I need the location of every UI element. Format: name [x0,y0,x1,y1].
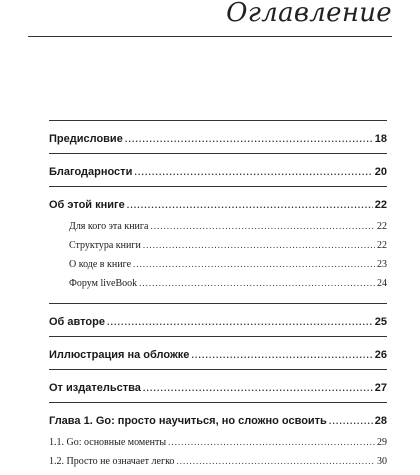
toc-leader-dots [150,221,375,231]
toc-subentry[interactable] [49,240,387,259]
toc-entry-chapter-1[interactable] [49,415,387,431]
toc-subentry-page: 30 [377,456,387,467]
toc-subentry-title: Для кого эта книга [69,221,149,232]
page-title: Оглавление [226,0,392,28]
toc-leader-dots [143,240,375,250]
toc-leader-dots [134,167,372,177]
toc-subentry-title: 1.2. Просто не означает легко [49,456,175,467]
toc-leader-dots [329,416,373,426]
toc-subentry-title: Структура книги [69,240,141,251]
toc-subentry[interactable] [49,278,387,297]
toc-entry-page: 27 [374,382,387,394]
toc-entry-thanks[interactable] [49,166,387,182]
toc-subentry[interactable] [49,259,387,278]
section-divider [49,153,387,154]
toc-leader-dots [139,278,375,288]
toc-leader-dots [191,350,372,360]
header-rule [28,36,392,37]
toc-entry-page: 25 [374,316,387,328]
section-divider [49,303,387,304]
toc-leader-dots [143,383,373,393]
toc-leader-dots [133,259,375,269]
toc-subentry-title: О коде в книге [69,259,132,270]
toc-subentry[interactable] [49,437,387,456]
section-divider [49,369,387,370]
toc-entry-cover[interactable] [49,349,387,365]
toc-entry-page: 22 [374,199,387,211]
toc-subentry-page: 22 [377,240,387,251]
toc-subentry-page: 24 [377,278,387,289]
toc-entry-publisher[interactable] [49,382,387,398]
toc-entry-about-author[interactable] [49,316,387,332]
toc-subentry-page: 23 [377,259,387,270]
toc-entry-title: Предисловие [49,133,123,145]
toc-entry-preface[interactable] [49,133,387,149]
page-header [0,0,420,36]
section-divider [49,186,387,187]
toc-entry-title: Глава 1. Go: просто научиться, но сложно освоить [49,415,327,427]
toc-entry-page: 18 [374,133,387,145]
toc-entry-page: 20 [374,166,387,178]
toc-subentry-page: 22 [377,221,387,232]
toc-subentry-title: Форум liveBook [69,278,138,289]
toc-entry-page: 26 [374,349,387,361]
toc-subentry[interactable] [49,221,387,240]
toc-subentry-page: 29 [377,437,387,448]
section-divider [49,402,387,403]
toc-entry-page: 28 [374,415,387,427]
toc-leader-dots [127,200,373,210]
section-divider [49,120,387,121]
toc-subentry-title: 1.1. Go: основные моменты [49,437,167,448]
toc-subentry[interactable] [49,456,387,475]
section-divider [49,336,387,337]
toc-entry-title: Иллюстрация на обложке [49,349,190,361]
toc-entry-about-book[interactable] [49,199,387,215]
table-of-contents [49,130,387,475]
toc-entry-title: Благодарности [49,166,133,178]
toc-leader-dots [168,437,375,447]
toc-leader-dots [125,134,373,144]
toc-entry-title: Об авторе [49,316,105,328]
toc-entry-title: От издательства [49,382,141,394]
toc-leader-dots [176,456,375,466]
toc-entry-title: Об этой книге [49,199,125,211]
toc-leader-dots [107,317,373,327]
